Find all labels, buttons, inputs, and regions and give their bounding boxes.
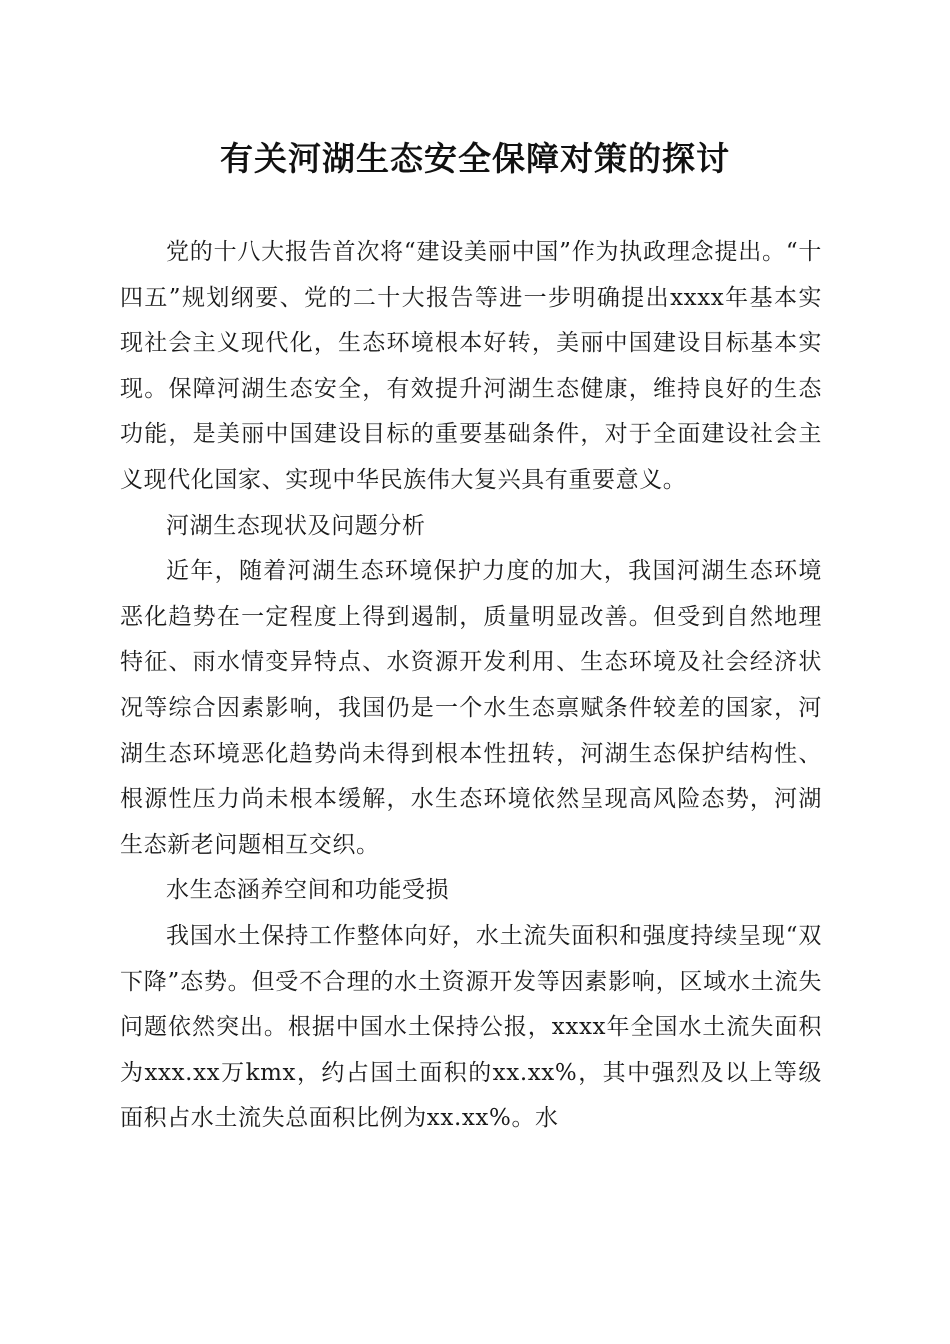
document-body <box>120 230 822 1142</box>
section-heading-conservation: 水生态涵养空间和功能受损 <box>166 877 450 904</box>
section-heading-status: 河湖生态现状及问题分析 <box>166 512 426 539</box>
paragraph-intro: 党的十八大报告首次将“建设美丽中国”作为执政理念提出。“十四五”规划纲要、党的二十大报告等进一步明确提出xxxx年基本实现社会主义现代化，生态环境根本好转，美丽中国建设目标基本实现。保障河湖生态安全，有效提升河湖生态健康，维持良好的生态功能，是美丽中国建设目标的重要基础条件，对于全面建设社会主义现代化国家、实现中华民族伟大复兴具有重要意义。 <box>120 239 822 493</box>
paragraph-status: 近年，随着河湖生态环境保护力度的加大，我国河湖生态环境恶化趋势在一定程度上得到遏制，质量明显改善。但受到自然地理特征、雨水情变异特点、水资源开发利用、生态环境及社会经济状况等综合因素影响，我国仍是一个水生态禀赋条件较差的国家，河湖生态环境恶化趋势尚未得到根本性扭转，河湖生态保护结构性、根源性压力尚未根本缓解，水生态环境依然呈现高风险态势，河湖生态新老问题相互交织。 <box>120 558 822 858</box>
paragraph-conservation: 我国水土保持工作整体向好，水土流失面积和强度持续呈现“双下降”态势。但受不合理的水土资源开发等因素影响，区域水土流失问题依然突出。根据中国水土保持公报，xxxx年全国水土流失面积为xxx.xx万kmx，约占国土面积的xx.xx%，其中强烈及以上等级面积占水土流失总面积比例为xx.xx%。水 <box>120 922 822 1132</box>
document-title: 有关河湖生态安全保障对策的探讨 <box>220 139 730 178</box>
